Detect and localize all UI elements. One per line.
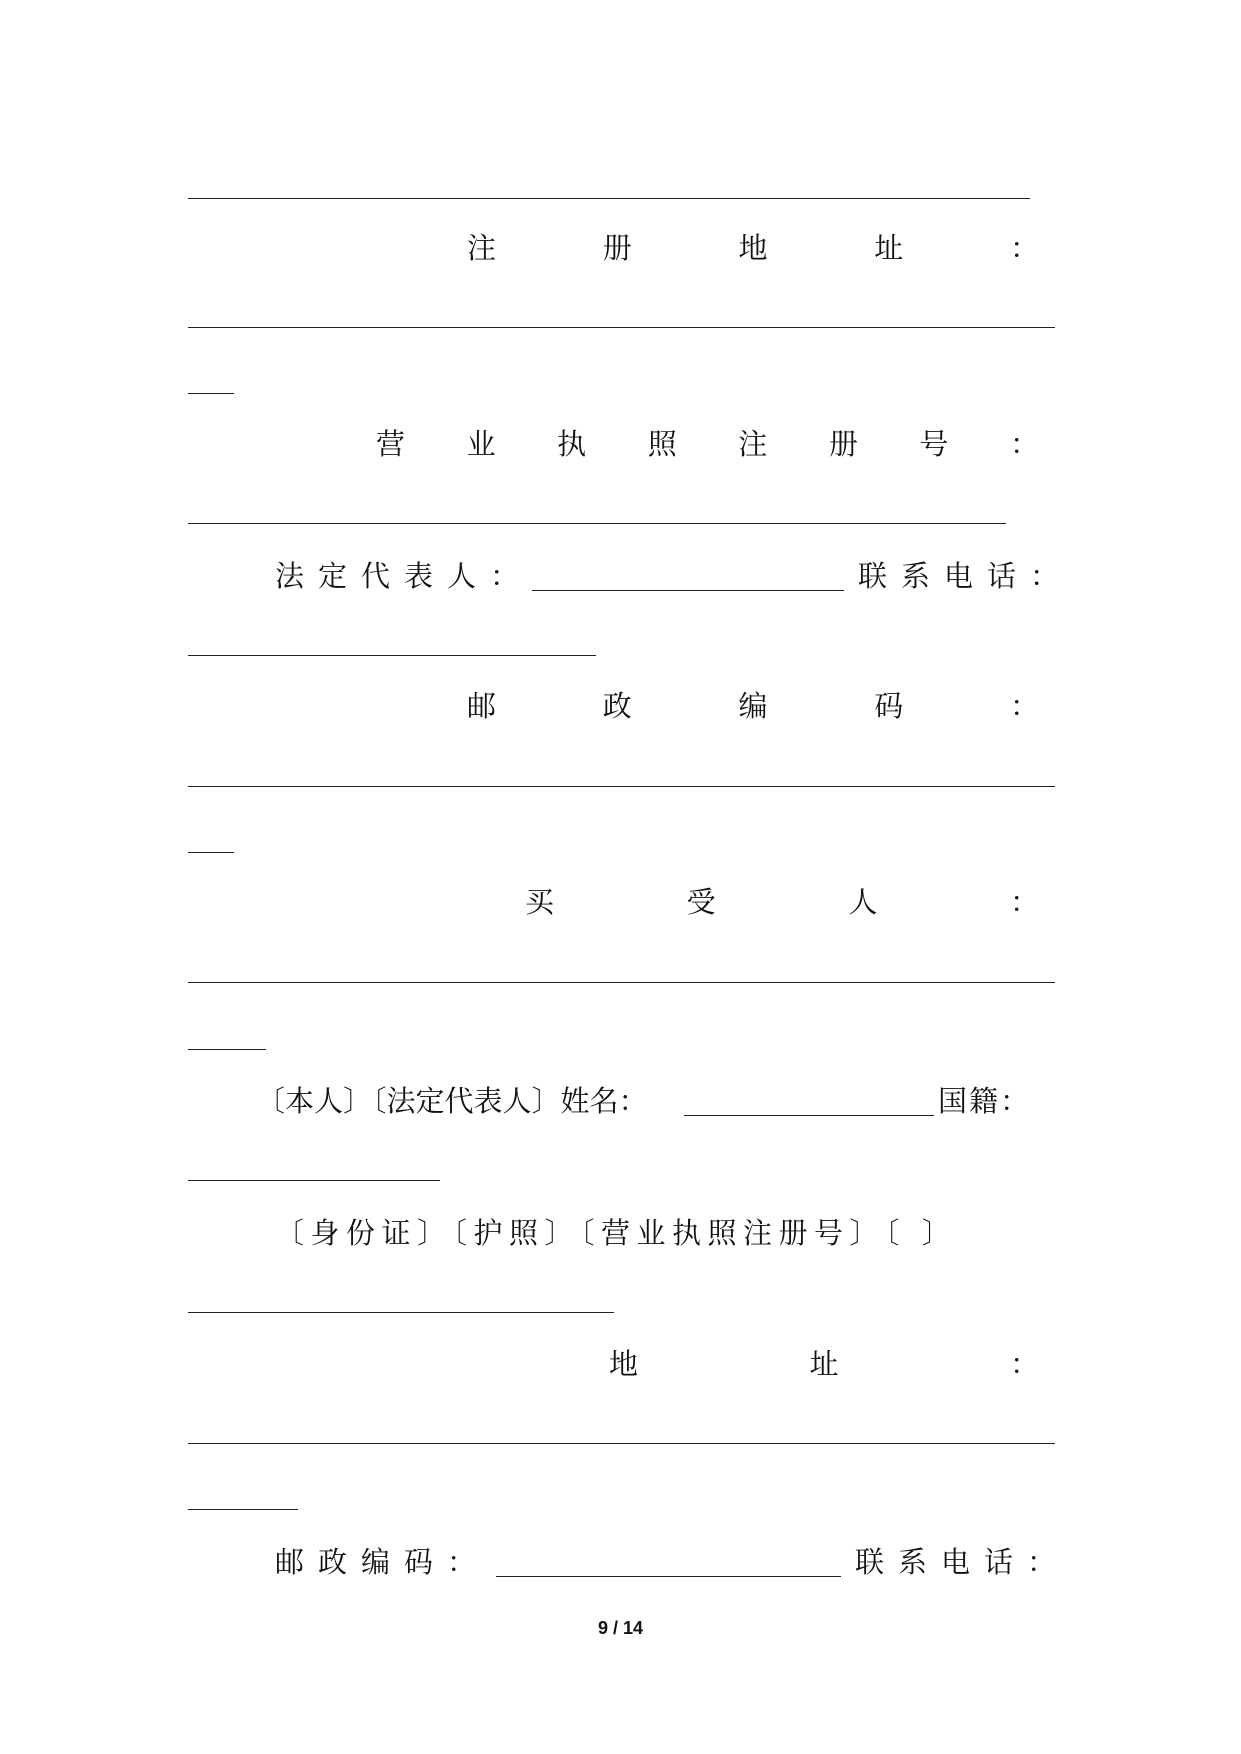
page-number: 9 / 14 [597,1618,644,1638]
legal-representative-blank [532,590,844,591]
postal-code-label: 邮 政 编 码 ： [467,689,1039,723]
blank-line [188,1180,440,1181]
blank-line [188,393,234,394]
buyer-label: 买 受 人 ： [525,885,1039,919]
legal-representative-label: 法定代表人： [275,559,534,593]
license-number-label: 营 业 执 照 注 册 号 ： [376,427,1039,461]
blank-line [188,1509,298,1510]
name-blank [684,1115,934,1116]
registered-address-label: 注 册 地 址 ： [467,231,1039,265]
blank-line [188,786,1055,787]
contact-phone-label: 联系电话： [858,559,1074,593]
blank-line [188,523,1006,524]
blank-line [188,982,1055,983]
blank-line [188,327,1055,328]
blank-line [188,198,1030,199]
nationality-label: 国籍： [938,1084,1032,1118]
address-label: 地 址 ： [609,1347,1039,1381]
blank-line [188,1049,266,1050]
blank-line [188,655,596,656]
blank-line [188,1443,1055,1444]
name-label: 〔本人〕〔法定代表人〕姓名： [256,1084,648,1118]
contact-phone-label-2: 联系电话： [855,1545,1071,1579]
blank-line [188,1312,614,1313]
postal-code-inline-label: 邮政编码： [275,1545,491,1579]
postal-code-blank [496,1576,841,1577]
blank-line [188,852,234,853]
id-type-line: 〔身份证〕〔护照〕〔营业执照注册号〕〔 〕 [275,1216,958,1250]
